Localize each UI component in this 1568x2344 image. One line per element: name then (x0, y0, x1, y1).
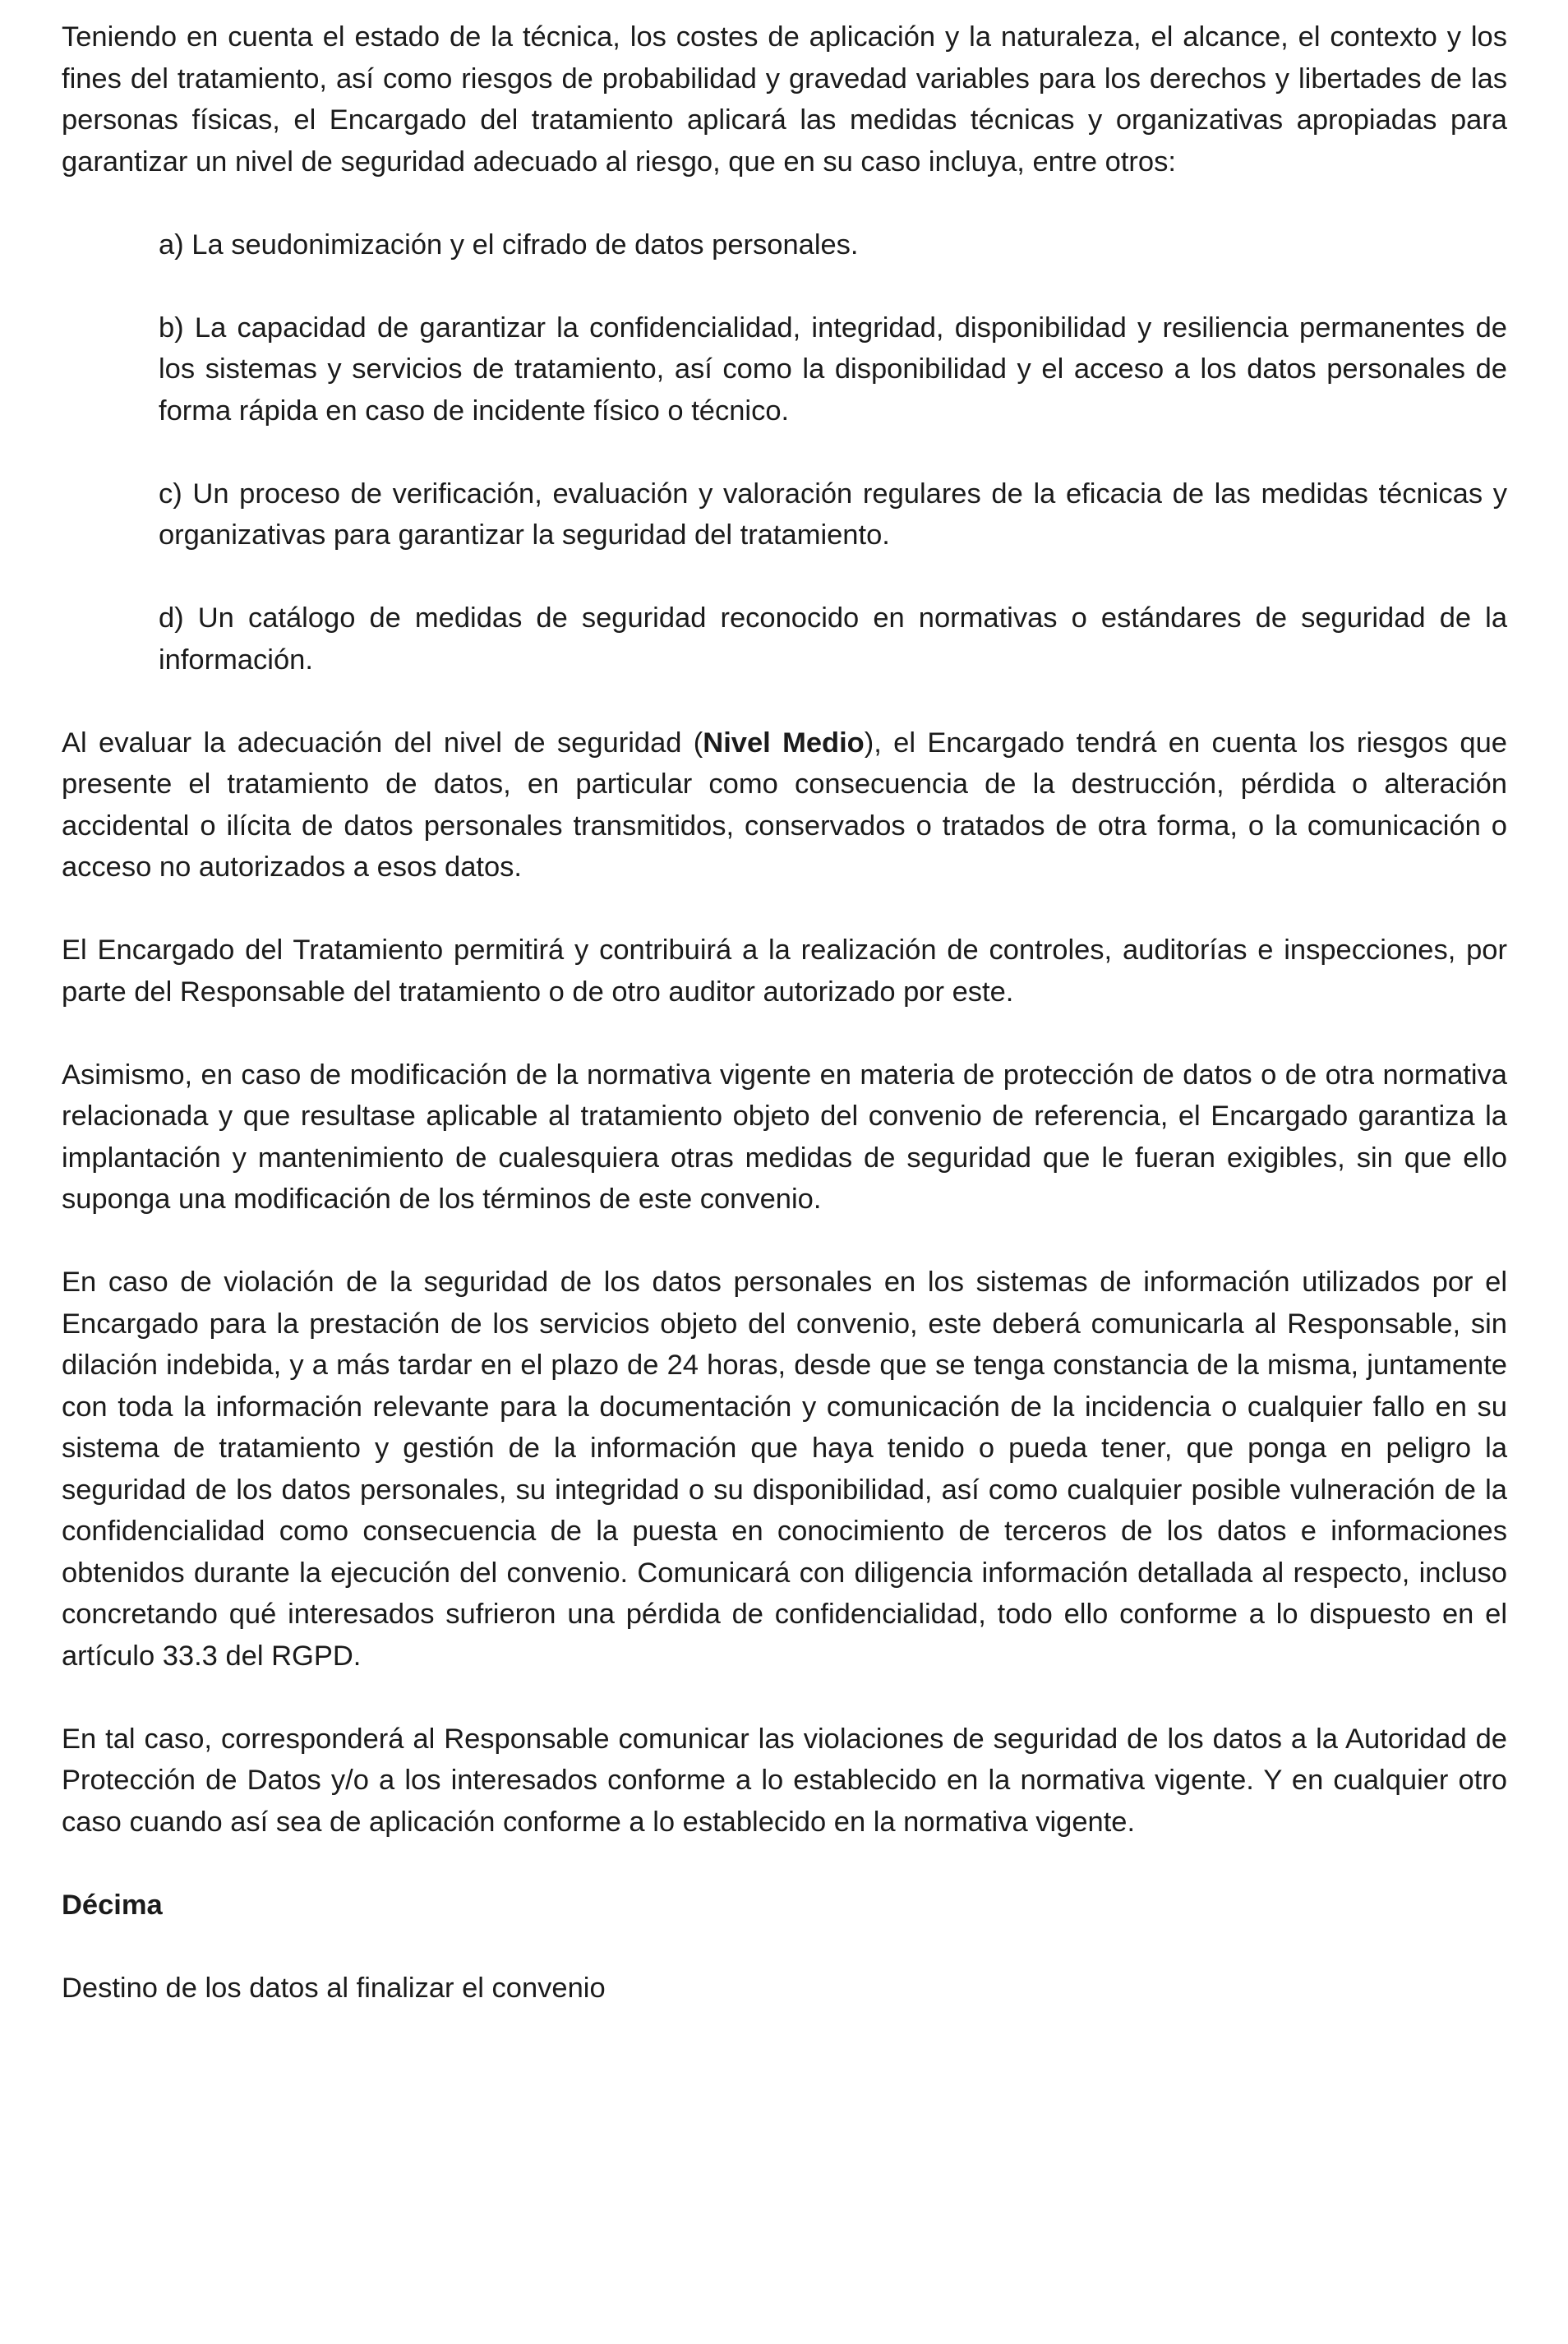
list-item-a: a) La seudonimización y el cifrado de datos personales. (159, 228, 859, 261)
security-level-text-after: ), el Encargado tendrá en cuenta los riesgos que presente el tratamiento de datos, en particular como consecuencia de la destrucción, pérdida o alteración accidental o ilícita de datos personales transmitidos, conservados o tratados de otra forma, o la comunicación o acceso no autorizados a esos datos. (62, 727, 1507, 883)
paragraph-authority-communication: En tal caso, corresponderá al Responsable comunicar las violaciones de seguridad de los datos a la Autoridad de Protección de Datos y/o a los interesados conforme a lo establecido en la normativa vigente. Y en cualquier otro caso cuando así sea de aplicación conforme a lo establecido en la normativa vigente. (62, 1723, 1507, 1838)
section-subheading: Destino de los datos al finalizar el convenio (62, 1972, 606, 2004)
paragraph-regulation-changes: Asimismo, en caso de modificación de la normativa vigente en materia de protección de datos o de otra normativa relacionada y que resultase aplicable al tratamiento objeto del convenio de referencia, el Encargado garantiza la implantación y mantenimiento de cualesquiera otras medidas de seguridad que le fueran exigibles, sin que ello suponga una modificación de los términos de este convenio. (62, 1059, 1507, 1215)
paragraph-security-level (62, 722, 1507, 888)
paragraph-audits: El Encargado del Tratamiento permitirá y contribuirá a la realización de controles, auditorías e inspecciones, por parte del Responsable del tratamiento o de otro auditor autorizado por este. (62, 934, 1507, 1008)
section-heading: Décima (62, 1889, 163, 1921)
security-level-bold: Nivel Medio (703, 727, 865, 759)
list-item-d: d) Un catálogo de medidas de seguridad reconocido en normativas o estándares de seguridad de la información. (159, 602, 1507, 676)
list-item-b: b) La capacidad de garantizar la confidencialidad, integridad, disponibilidad y resiliencia permanentes de los sistemas y servicios de tratamiento, así como la disponibilidad y el acceso a los datos personales de forma rápida en caso de incidente físico o técnico. (159, 311, 1507, 427)
paragraph-intro: Teniendo en cuenta el estado de la técnica, los costes de aplicación y la naturaleza, el alcance, el contexto y los fines del tratamiento, así como riesgos de probabilidad y gravedad variables para los derechos y libertades de las personas físicas, el Encargado del tratamiento aplicará las medidas técnicas y organizativas apropiadas para garantizar un nivel de seguridad adecuado al riesgo, que en su caso incluya, entre otros: (62, 21, 1507, 178)
list-item-c: c) Un proceso de verificación, evaluación y valoración regulares de la eficacia de las medidas técnicas y organizativas para garantizar la seguridad del tratamiento. (159, 478, 1507, 551)
paragraph-breach-notification: En caso de violación de la seguridad de los datos personales en los sistemas de información utilizados por el Encargado para la prestación de los servicios objeto del convenio, este deberá comunicarla al Responsable, sin dilación indebida, y a más tardar en el plazo de 24 horas, desde que se tenga constancia de la misma, juntamente con toda la información relevante para la documentación y comunicación de la incidencia o cualquier fallo en su sistema de tratamiento y gestión de la información que haya tenido o pueda tener, que ponga en peligro la seguridad de los datos personales, su integridad o su disponibilidad, así como cualquier posible vulneración de la confidencialidad como consecuencia de la puesta en conocimiento de terceros de los datos e informaciones obtenidos durante la ejecución del convenio. Comunicará con diligencia información detallada al respecto, incluso concretando qué interesados sufrieron una pérdida de confidencialidad, todo ello conforme a lo dispuesto en el artículo 33.3 del RGPD. (62, 1267, 1507, 1672)
security-level-text-before: Al evaluar la adecuación del nivel de seguridad ( (62, 727, 703, 759)
